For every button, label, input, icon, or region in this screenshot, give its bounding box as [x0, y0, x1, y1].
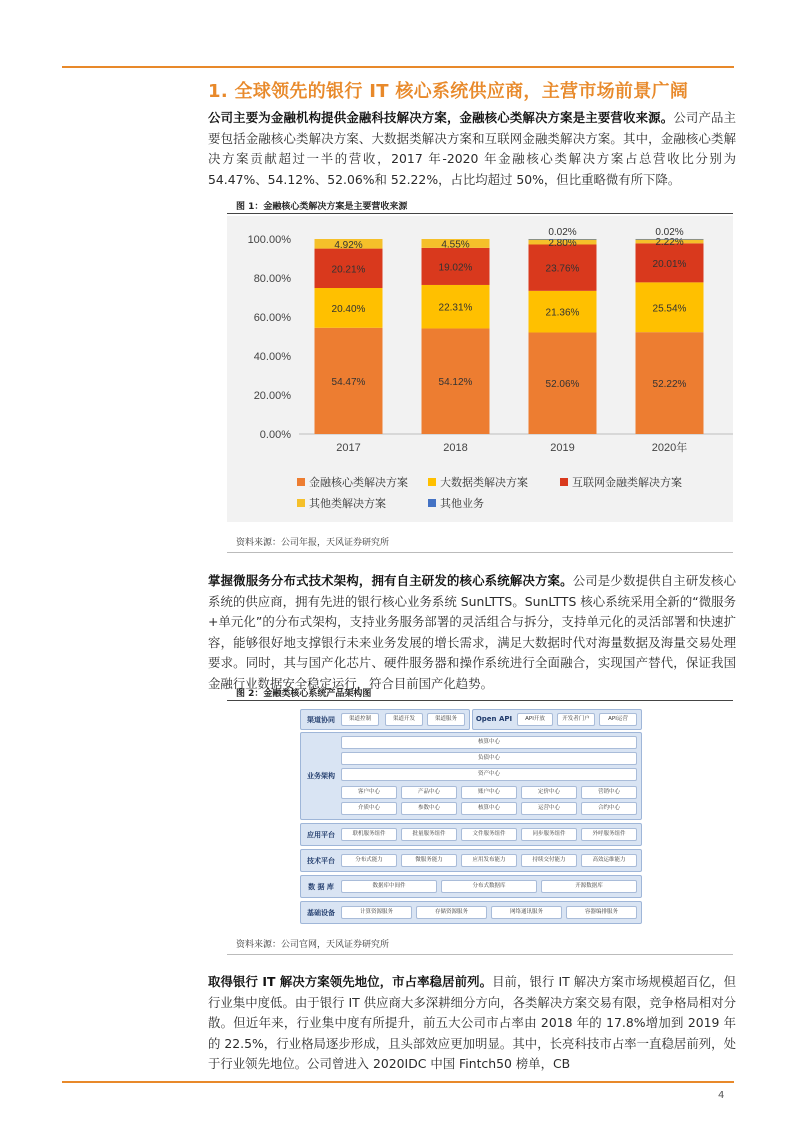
- x-axis: [299, 434, 733, 454]
- arch-box: API运营: [599, 713, 637, 726]
- arch-row-label: 技术平台: [307, 857, 335, 865]
- legend-label: 互联网金融类解决方案: [572, 476, 682, 489]
- legend-item: [428, 474, 528, 490]
- arch-row-label: 数 据 库: [308, 883, 334, 891]
- data-label: 22.31%: [438, 302, 473, 314]
- arch-box: 持续交付能力: [521, 854, 577, 867]
- y-tick-label: 20.00%: [253, 390, 291, 402]
- arch-row-business: [300, 732, 642, 820]
- arch-box: 网络通讯服务: [491, 906, 562, 919]
- legend-label: 金融核心类解决方案: [309, 476, 408, 489]
- paragraph-2: [208, 571, 736, 694]
- arch-row-database: [300, 875, 642, 898]
- section-title: 1. 全球领先的银行 IT 核心系统供应商，主营市场前景广阔: [208, 81, 689, 102]
- data-label: 52.06%: [545, 379, 580, 391]
- arch-box: 渠道控制: [341, 713, 379, 726]
- arch-box: 分布式数据库: [441, 880, 537, 893]
- arch-box: 存储资源服务: [416, 906, 487, 919]
- arch-box: 定价中心: [521, 786, 577, 799]
- y-axis: [248, 234, 292, 441]
- data-label: 0.02%: [548, 227, 577, 238]
- figure-1-frame: [227, 216, 733, 522]
- data-label: 20.01%: [652, 258, 687, 270]
- bar-segment: [529, 239, 597, 240]
- arch-box: 批量服务组件: [401, 828, 457, 841]
- y-tick-label: 80.00%: [253, 273, 291, 285]
- data-label: 54.12%: [438, 377, 473, 389]
- paragraph-2-body: 公司是少数提供自主研发核心系统的供应商，拥有先进的银行核心业务系统 SunLTTS。SunLTTS 核心系统采用全新的“微服务+单元化”的分布式架构，支持业务服务部署的灵活组合与拆分，支持单元化的灵活部署和快速扩容，能够很好地支撑银行未来业务发展的增长需求，满足大数据时代对海量数据及海量交易处理要求。同时，其与国产化芯片、硬件服务器和操作系统进行全面融合，实现国产替代，保证我国金融行业数据安全稳定运行，符合目前国产化趋势。: [208, 573, 737, 691]
- legend-item: [297, 474, 408, 490]
- paragraph-3: [208, 972, 736, 1075]
- arch-row-app-platform: [300, 823, 642, 846]
- figure-2-title-rule: [227, 700, 733, 701]
- bars: [315, 227, 704, 434]
- paragraph-1-body: 公司产品主要包括金融核心类解决方案、大数据类解决方案和互联网金融类解决方案。其中，金融核心类解决方案贡献超过一半的营收，2017 年-2020 年金融核心类解决方案占总营收比分别为 54.47%、54.12%、52.06%和 52.22%，占比均超过 50%，但比重略微有所下降。: [208, 110, 737, 187]
- arch-row-openapi: [472, 709, 642, 730]
- data-label: 21.36%: [545, 307, 580, 319]
- arch-box: 客户中心: [341, 786, 397, 799]
- legend-item: [428, 495, 484, 511]
- figure-1-title-rule: [227, 213, 733, 214]
- arch-row-label: 渠道协同: [307, 716, 335, 724]
- arch-row-infrastructure: [300, 901, 642, 924]
- x-tick-label: 2019: [550, 442, 575, 454]
- x-tick-label: 2017: [336, 442, 361, 454]
- arch-row-channel: [300, 709, 470, 730]
- x-tick-label: 2018: [443, 442, 468, 454]
- y-tick-label: 0.00%: [259, 429, 291, 441]
- arch-row-label: 应用平台: [307, 831, 335, 839]
- arch-box: 合约中心: [581, 802, 637, 815]
- arch-row-tech-platform: [300, 849, 642, 872]
- legend-swatch-internet: [560, 478, 568, 486]
- legend-swatch-other-solutions: [297, 499, 305, 507]
- bar-segment: [636, 239, 704, 240]
- arch-box: 计算资源服务: [341, 906, 412, 919]
- data-label: 4.92%: [334, 239, 363, 251]
- y-tick-label: 40.00%: [253, 351, 291, 363]
- paragraph-3-body: 目前，银行 IT 解决方案市场规模超百亿，但行业集中度低。由于银行 IT 供应商大多深耕细分方向，各类解决方案交易有限，竞争格局相对分散。但近年来，行业集中度有所提升，前五大公司市占率由 2018 年的 17.8%增加到 2019 年的 22.5%，行业格局逐步形成，且头部效应更加明显。其中，长亮科技市占率一直稳居前列，处于行业领先地位。公司曾进入 2020IDC 中国 Fintch50 榜单，CB: [208, 974, 736, 1071]
- arch-box: 渠道开发: [385, 713, 423, 726]
- figure-2-source-rule: [227, 954, 733, 955]
- arch-box: 容器编排服务: [566, 906, 637, 919]
- data-label: 52.22%: [652, 379, 687, 391]
- arch-box: 核算中心: [461, 802, 517, 815]
- data-label: 23.76%: [545, 263, 580, 275]
- legend-label: 其他类解决方案: [309, 497, 386, 510]
- data-label: 19.02%: [438, 262, 473, 274]
- arch-row-label: Open API: [475, 715, 513, 723]
- arch-box: 数据库中间件: [341, 880, 437, 893]
- legend-swatch-core: [297, 478, 305, 486]
- arch-box: 微服务能力: [401, 854, 457, 867]
- figure-1-source-rule: [227, 552, 733, 553]
- paragraph-1: [208, 108, 736, 190]
- data-label: 2.22%: [655, 237, 684, 249]
- arch-box: 联机服务组件: [341, 828, 397, 841]
- arch-box: API开放: [517, 713, 553, 726]
- data-label: 2.80%: [548, 237, 577, 249]
- arch-box: 分布式能力: [341, 854, 397, 867]
- legend-item: [560, 474, 682, 490]
- data-label: 0.02%: [655, 226, 684, 238]
- arch-box: 资产中心: [341, 768, 637, 781]
- data-label: 20.40%: [331, 303, 366, 315]
- footer-rule: [62, 1081, 734, 1083]
- arch-box: 开源数据库: [541, 880, 637, 893]
- header-rule: [62, 66, 734, 68]
- arch-box: 同步服务组件: [521, 828, 577, 841]
- y-tick-label: 100.00%: [247, 234, 291, 246]
- arch-box: 负债中心: [341, 752, 637, 765]
- arch-box: 开发者门户: [557, 713, 595, 726]
- arch-box: 应用发布能力: [461, 854, 517, 867]
- legend-swatch-bigdata: [428, 478, 436, 486]
- page-number: 4: [718, 1090, 725, 1101]
- arch-box: 账户中心: [461, 786, 517, 799]
- data-label: 54.47%: [331, 376, 366, 388]
- data-label: 25.54%: [652, 303, 687, 315]
- paragraph-3-lead: 取得银行 IT 解决方案领先地位，市占率稳居前列。: [208, 974, 493, 989]
- x-tick-label: 2020年: [651, 442, 688, 454]
- legend-swatch-other-business: [428, 499, 436, 507]
- arch-row-label: 业务架构: [307, 772, 335, 780]
- arch-box: 参数中心: [401, 802, 457, 815]
- figure-1-source: 资料来源：公司年报，天风证券研究所: [236, 538, 390, 548]
- arch-box: 核算中心: [341, 736, 637, 749]
- arch-box: 外呼服务组件: [581, 828, 637, 841]
- figure-2-source: 资料来源：公司官网，天风证券研究所: [236, 940, 390, 950]
- arch-box: 介质中心: [341, 802, 397, 815]
- arch-box: 产品中心: [401, 786, 457, 799]
- paragraph-2-lead: 掌握微服务分布式技术架构，拥有自主研发的核心系统解决方案。: [208, 573, 573, 588]
- arch-box: 运营中心: [521, 802, 577, 815]
- legend-label: 大数据类解决方案: [440, 476, 528, 489]
- legend-label: 其他业务: [440, 497, 484, 510]
- figure-2-title: 图 2：金融类核心系统产品架构图: [236, 689, 372, 699]
- figure-1-title: 图 1：金融核心类解决方案是主要营收来源: [236, 202, 408, 212]
- paragraph-1-lead: 公司主要为金融机构提供金融科技解决方案，金融核心类解决方案是主要营收来源。: [208, 110, 674, 125]
- data-label: 4.55%: [441, 239, 470, 251]
- legend-item: [297, 495, 386, 511]
- arch-box: 文件服务组件: [461, 828, 517, 841]
- arch-box: 营销中心: [581, 786, 637, 799]
- arch-row-label: 基础设备: [307, 909, 335, 917]
- arch-box: 渠道服务: [427, 713, 465, 726]
- arch-box: 高效运维能力: [581, 854, 637, 867]
- data-label: 20.21%: [331, 264, 366, 276]
- y-tick-label: 60.00%: [253, 312, 291, 324]
